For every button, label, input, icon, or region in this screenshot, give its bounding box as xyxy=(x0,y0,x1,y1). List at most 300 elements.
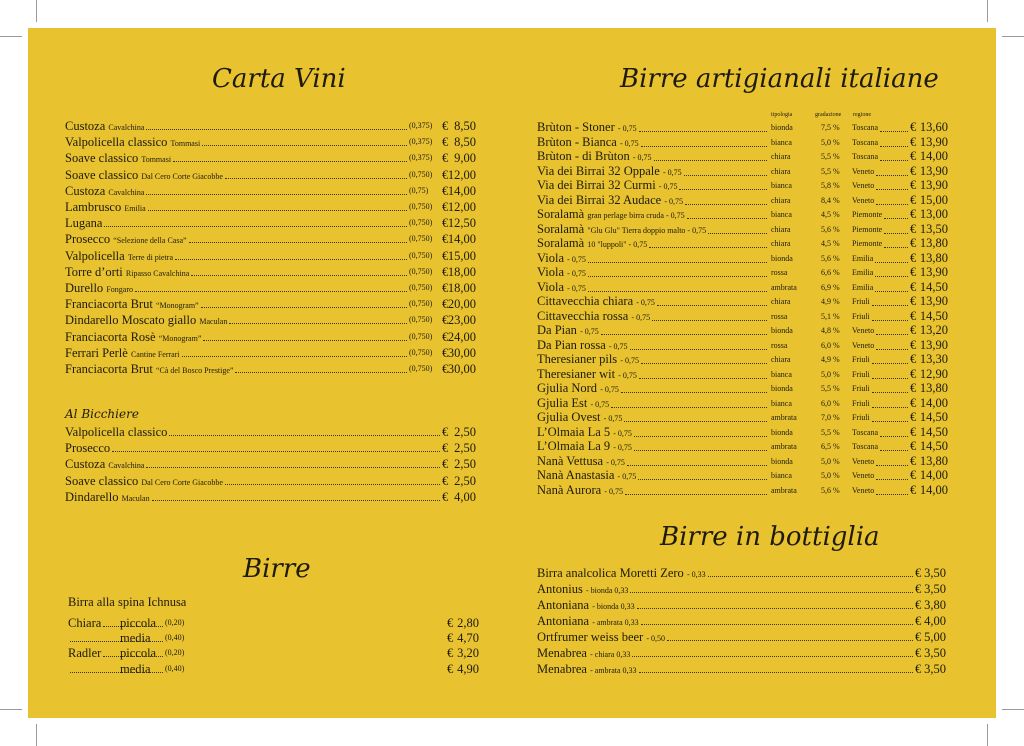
beer-abv: 7,5 % xyxy=(821,123,840,132)
craft-beer-item xyxy=(537,178,949,193)
wine-item xyxy=(65,231,480,247)
craft-beer-item xyxy=(537,294,949,309)
currency-symbol: € xyxy=(910,323,917,337)
item-price: 14,50 xyxy=(919,410,948,424)
beer-type: bianca xyxy=(771,369,792,379)
draft-beer-row xyxy=(68,615,483,631)
craft-beer-item xyxy=(537,338,949,353)
currency-symbol: € xyxy=(442,281,449,295)
leader-dots xyxy=(191,275,407,276)
leader-dots xyxy=(708,576,913,577)
leader-dots xyxy=(225,484,440,485)
item-note: - 0,75 xyxy=(613,443,632,452)
currency-symbol: € xyxy=(442,441,449,456)
item-price: 13,60 xyxy=(919,120,948,134)
item-price: 13,90 xyxy=(919,337,948,352)
beer-abv: 5,5 % xyxy=(821,166,840,176)
item-price: 9,00 xyxy=(454,151,476,166)
draft-beer-size: media xyxy=(120,631,151,646)
item-volume: (0,750) xyxy=(409,169,433,179)
leader-dots xyxy=(880,146,908,147)
item-name-text: Franciacorta Rosè xyxy=(65,329,156,344)
currency-symbol: € xyxy=(447,616,454,630)
item-name-text: Ortfrumer weiss beer xyxy=(537,630,644,644)
leader-dots xyxy=(649,247,767,248)
beer-region: Emilia xyxy=(852,268,874,277)
currency-symbol: € xyxy=(442,489,449,504)
beer-abv: 5,0 % xyxy=(821,456,840,466)
leader-dots xyxy=(641,624,913,625)
leader-dots xyxy=(884,247,908,248)
item-name-text: Birra analcolica Moretti Zero xyxy=(537,566,684,580)
craft-beer-item xyxy=(537,367,949,382)
crop-mark xyxy=(987,0,988,22)
bottled-beer-item xyxy=(537,645,949,661)
leader-dots xyxy=(235,372,407,373)
item-name-text: Via dei Birrai 32 Audace xyxy=(537,192,662,207)
wine-item xyxy=(65,312,480,328)
item-name-text: Antoniana xyxy=(537,598,590,612)
beer-region: Friuli xyxy=(852,355,870,364)
leader-dots xyxy=(70,641,163,642)
leader-dots xyxy=(872,363,908,364)
currency-symbol: € xyxy=(447,661,454,676)
beer-type: chiara xyxy=(771,297,791,306)
craft-beer-item xyxy=(537,149,949,164)
leader-dots xyxy=(652,320,767,321)
leader-dots xyxy=(679,189,767,190)
item-name-text: Soralamà xyxy=(537,207,585,221)
currency-symbol: € xyxy=(442,135,449,150)
wine-item xyxy=(65,248,480,264)
item-name-text: Viola xyxy=(537,279,565,294)
item-price: 2,50 xyxy=(454,441,476,456)
currency-symbol: € xyxy=(910,337,917,352)
item-name xyxy=(65,361,233,379)
item-note: “Selezione della Casa” xyxy=(113,236,187,246)
leader-dots xyxy=(684,175,767,176)
currency-symbol: € xyxy=(910,250,917,265)
beer-type: bionda xyxy=(771,253,793,263)
item-price: 13,90 xyxy=(919,178,948,192)
currency-symbol: € xyxy=(447,631,454,646)
leader-dots xyxy=(880,436,908,437)
currency-symbol: € xyxy=(910,439,917,453)
item-name-text: Ferrari Perlè xyxy=(65,345,128,360)
item-name-text: Prosecco xyxy=(65,441,111,456)
craft-beer-item xyxy=(537,454,949,469)
glass-item xyxy=(65,489,480,505)
item-price: 14,00 xyxy=(919,482,948,497)
leader-dots xyxy=(625,494,767,495)
currency-symbol: € xyxy=(442,151,449,166)
beer-abv: 5,1 % xyxy=(821,311,840,321)
item-price: 2,50 xyxy=(454,425,476,439)
beer-type: bianca xyxy=(771,471,792,480)
crop-mark xyxy=(1002,36,1024,37)
leader-dots xyxy=(627,465,767,466)
craft-beer-item xyxy=(537,309,949,324)
beer-abv: 5,8 % xyxy=(821,181,840,190)
currency-symbol: € xyxy=(915,662,922,676)
craft-beer-title: Birre artigianali italiane xyxy=(620,64,939,94)
craft-beer-item xyxy=(537,265,949,280)
item-price: 3,50 xyxy=(924,646,946,660)
item-price: 18,00 xyxy=(447,264,476,279)
item-name-text: Nanà Anastasia xyxy=(537,468,615,482)
item-note: - 0,75 xyxy=(636,298,655,307)
item-price: 14,50 xyxy=(919,279,948,294)
currency-symbol: € xyxy=(910,308,917,323)
beer-type: chiara xyxy=(771,166,791,176)
beer-region: Toscana xyxy=(852,442,879,451)
item-name-text: Antoniana xyxy=(537,614,590,628)
item-note: - 0,75 xyxy=(606,457,625,467)
currency-symbol: € xyxy=(442,183,449,198)
beer-region: Veneto xyxy=(852,485,875,495)
item-price: 4,00 xyxy=(454,489,476,504)
item-price: 13,80 xyxy=(919,381,948,395)
currency-symbol: € xyxy=(442,119,449,133)
item-note: - 0,75 xyxy=(604,486,624,496)
wine-item xyxy=(65,183,480,199)
beer-type: rossa xyxy=(771,311,788,321)
item-name-text: Via dei Birrai 32 Curmi xyxy=(537,178,656,192)
item-price: 15,00 xyxy=(919,192,948,207)
item-name-text: Custoza xyxy=(65,457,106,472)
beer-region: Veneto xyxy=(852,326,875,335)
leader-dots xyxy=(588,262,767,263)
beer-type: bionda xyxy=(771,384,793,393)
craft-beer-item xyxy=(537,410,949,425)
leader-dots xyxy=(875,262,908,263)
item-name-text: Lambrusco xyxy=(65,200,122,214)
leader-dots xyxy=(667,640,913,641)
item-name xyxy=(537,661,637,679)
leader-dots xyxy=(152,500,440,501)
wine-item xyxy=(65,361,480,377)
leader-dots xyxy=(601,334,767,335)
item-name-text: Dindarello xyxy=(65,489,119,504)
item-name-text: Menabrea xyxy=(537,646,587,660)
item-note: Emilia xyxy=(124,204,146,213)
beer-type: bionda xyxy=(771,326,793,335)
draft-beer-row xyxy=(68,630,483,646)
currency-symbol: € xyxy=(915,630,922,644)
item-price: 3,50 xyxy=(924,662,946,676)
item-price: 13,80 xyxy=(919,453,948,468)
craft-beer-item xyxy=(537,468,949,483)
item-name-text: Lugana xyxy=(65,216,103,231)
crop-mark xyxy=(1002,709,1024,710)
item-name-text: Durello xyxy=(65,281,104,295)
item-price: 14,00 xyxy=(919,468,948,482)
currency-symbol: € xyxy=(910,207,917,221)
item-price: 13,80 xyxy=(919,250,948,265)
beer-abv: 6,9 % xyxy=(821,282,840,292)
crop-mark xyxy=(0,709,22,710)
beer-type: ambrata xyxy=(771,442,797,451)
leader-dots xyxy=(634,436,767,437)
beer-type: ambrata xyxy=(771,282,797,292)
currency-symbol: € xyxy=(442,167,449,182)
beer-abv: 6,0 % xyxy=(821,398,840,408)
currency-symbol: € xyxy=(442,297,449,312)
leader-dots xyxy=(202,145,407,146)
item-note: - 0,75 xyxy=(619,138,639,148)
currency-symbol: € xyxy=(910,366,917,381)
beer-region: Toscana xyxy=(852,137,879,147)
beer-region: Veneto xyxy=(852,456,875,466)
leader-dots xyxy=(685,204,767,205)
leader-dots xyxy=(112,451,440,452)
leader-dots xyxy=(872,392,908,393)
leader-dots xyxy=(641,146,767,147)
item-name-text: Via dei Birrai 32 Oppale xyxy=(537,163,660,178)
leader-dots xyxy=(872,305,908,306)
bottled-beer-item xyxy=(537,565,949,581)
item-note: - ambrata 0,33 xyxy=(590,666,637,675)
item-note: - 0,75 xyxy=(620,356,639,365)
item-note: - 0,75 xyxy=(603,414,623,423)
craft-beer-item xyxy=(537,483,949,498)
leader-dots xyxy=(624,421,767,422)
beer-type: chiara xyxy=(771,224,791,234)
beer-region: Toscana xyxy=(852,427,879,437)
item-price: 20,00 xyxy=(447,297,476,312)
currency-symbol: € xyxy=(910,381,917,395)
leader-dots xyxy=(632,656,913,657)
item-price: 13,50 xyxy=(919,221,948,236)
leader-dots xyxy=(876,175,908,176)
item-volume: (0,750) xyxy=(409,299,433,309)
leader-dots xyxy=(880,131,908,132)
currency-symbol: € xyxy=(915,614,922,628)
item-note: - 0,75 xyxy=(617,472,637,481)
item-note: - 0,75 xyxy=(632,153,652,162)
wine-item xyxy=(65,167,480,183)
item-name-text: L’Olmaia La 5 xyxy=(537,424,611,439)
draft-beer-heading: Birra alla spina Ichnusa xyxy=(68,595,187,609)
item-volume: (0,750) xyxy=(409,315,433,325)
currency-symbol: € xyxy=(442,216,449,231)
currency-symbol: € xyxy=(910,178,917,192)
beer-abv: 6,0 % xyxy=(821,340,840,350)
wine-item xyxy=(65,150,480,166)
leader-dots xyxy=(884,218,908,219)
leader-dots xyxy=(687,218,767,219)
item-price: 12,00 xyxy=(447,200,476,214)
beer-abv: 5,5 % xyxy=(821,427,840,437)
beer-abv: 4,9 % xyxy=(821,297,840,306)
column-header-type: tipologia xyxy=(771,112,793,118)
leader-dots xyxy=(135,291,407,292)
item-volume: (0,375) xyxy=(409,137,433,147)
currency-symbol: € xyxy=(447,646,454,661)
item-price: 14,00 xyxy=(447,232,476,247)
item-volume: (0,75) xyxy=(409,185,429,195)
beer-region: Veneto xyxy=(852,471,875,480)
item-note: “Cà del Bosco Prestige” xyxy=(155,366,234,375)
craft-beer-item xyxy=(537,381,949,396)
beer-abv: 5,6 % xyxy=(821,253,840,263)
leader-dots xyxy=(588,291,767,292)
leader-dots xyxy=(103,626,163,627)
item-price: 2,50 xyxy=(454,457,476,472)
item-volume: (0,750) xyxy=(409,364,433,373)
currency-symbol: € xyxy=(915,566,922,580)
draft-beer-size: media xyxy=(120,661,151,676)
beer-abv: 5,6 % xyxy=(821,485,840,495)
leader-dots xyxy=(876,479,908,480)
item-price: 13,30 xyxy=(919,352,948,366)
item-note: Cantine Ferrari xyxy=(130,349,180,359)
beer-type: bionda xyxy=(771,123,793,132)
by-the-glass-title: Al Bicchiere xyxy=(65,407,139,421)
beer-region: Piemonte xyxy=(852,210,883,219)
item-note: gran perlage birra cruda - 0,75 xyxy=(587,211,685,220)
item-volume: (0,750) xyxy=(409,347,433,357)
craft-beer-item xyxy=(537,164,949,179)
beer-abv: 7,0 % xyxy=(821,413,840,422)
beer-region: Toscana xyxy=(852,123,879,132)
item-name-text: Da Pian xyxy=(537,323,577,337)
leader-dots xyxy=(173,161,407,162)
item-name-text: Soave classico xyxy=(65,167,139,182)
item-price: 30,00 xyxy=(447,345,476,360)
beer-region: Piemonte xyxy=(852,224,883,234)
item-price: 14,00 xyxy=(919,149,948,163)
item-note: Maculan xyxy=(199,317,228,327)
item-price: 23,00 xyxy=(447,313,476,328)
currency-symbol: € xyxy=(915,582,922,596)
bottled-beer-title: Birre in bottiglia xyxy=(660,522,880,552)
item-note: Cavalchina xyxy=(108,461,145,471)
item-name-text: Soave classico xyxy=(65,473,139,488)
item-name-text: L’Olmaia La 9 xyxy=(537,439,611,453)
beer-region: Veneto xyxy=(852,166,875,176)
item-name-text: Franciacorta Brut xyxy=(65,362,153,376)
item-price: 13,90 xyxy=(919,163,948,178)
item-name-text: Viola xyxy=(537,250,565,265)
beer-region: Emilia xyxy=(852,282,874,292)
leader-dots xyxy=(225,178,407,179)
item-note: - 0,75 xyxy=(580,327,599,336)
item-volume: (0,750) xyxy=(409,218,433,228)
item-note: Tommasi xyxy=(141,155,172,165)
currency-symbol: € xyxy=(910,294,917,308)
wine-item xyxy=(65,199,480,215)
beer-region: Friuli xyxy=(852,384,870,393)
item-price: 4,00 xyxy=(924,614,946,628)
item-name-text: Menabrea xyxy=(537,662,587,676)
leader-dots xyxy=(872,421,908,422)
beer-type: bianca xyxy=(771,137,792,147)
leader-dots xyxy=(880,160,908,161)
beer-type: ambrata xyxy=(771,413,797,422)
item-price: 2,80 xyxy=(457,616,479,630)
item-price: 12,50 xyxy=(447,216,476,231)
item-note: - 0,75 xyxy=(658,182,678,191)
leader-dots xyxy=(229,323,407,324)
item-name-text: Valpolicella classico xyxy=(65,425,168,439)
item-name-text: Soralamà xyxy=(537,236,585,250)
item-name-text: Cittavecchia rossa xyxy=(537,308,629,323)
leader-dots xyxy=(639,131,767,132)
currency-symbol: € xyxy=(910,279,917,294)
item-volume: (0,750) xyxy=(409,331,433,341)
leader-dots xyxy=(201,307,407,308)
beer-type: rossa xyxy=(771,268,788,277)
item-name xyxy=(537,483,623,499)
beer-region: Toscana xyxy=(852,152,879,161)
item-note: - 0,75 xyxy=(567,283,586,293)
crop-mark xyxy=(987,724,988,746)
item-note: - chiara 0,33 xyxy=(590,650,631,659)
crop-mark xyxy=(36,0,37,22)
item-name xyxy=(65,489,150,507)
currency-symbol: € xyxy=(442,345,449,360)
item-note: "Glu Glu" Tierra doppio malto - 0,75 xyxy=(587,225,707,235)
currency-symbol: € xyxy=(910,120,917,134)
beer-type: chiara xyxy=(771,355,791,364)
currency-symbol: € xyxy=(442,473,449,488)
item-note: 10 "luppoli" - 0,75 xyxy=(587,240,648,249)
currency-symbol: € xyxy=(910,453,917,468)
item-volume: (0,750) xyxy=(409,266,433,276)
bottled-beer-item xyxy=(537,597,949,613)
item-price: 14,00 xyxy=(447,183,476,198)
currency-symbol: € xyxy=(442,248,449,263)
item-note: - 0,75 xyxy=(662,167,682,177)
wine-item xyxy=(65,118,480,134)
item-price: 3,50 xyxy=(924,566,946,580)
craft-beer-item xyxy=(537,280,949,295)
item-price: 14,00 xyxy=(919,395,948,410)
bottled-beer-item xyxy=(537,613,949,629)
beer-abv: 4,8 % xyxy=(821,326,840,335)
item-note: - 0,75 xyxy=(664,196,684,206)
item-volume: (0,40) xyxy=(165,663,185,673)
item-name-text: Theresianer wit xyxy=(537,366,616,381)
beer-abv: 4,9 % xyxy=(821,355,840,364)
beer-region: Piemonte xyxy=(852,239,883,248)
currency-symbol: € xyxy=(910,410,917,424)
item-name-text: Custoza xyxy=(65,119,106,133)
currency-symbol: € xyxy=(442,362,449,376)
leader-dots xyxy=(876,465,908,466)
item-note: “Monogram” xyxy=(158,333,202,343)
item-note: Maculan xyxy=(121,493,150,503)
item-name-text: Valpolicella classico xyxy=(65,135,168,150)
item-price: 14,50 xyxy=(919,308,948,323)
beer-abv: 5,0 % xyxy=(821,137,840,147)
currency-symbol: € xyxy=(442,200,449,214)
craft-beer-item xyxy=(537,396,949,411)
glass-item xyxy=(65,440,480,456)
currency-symbol: € xyxy=(915,646,922,660)
item-price: 14,50 xyxy=(919,424,948,439)
item-note: - bionda 0,33 xyxy=(585,586,629,595)
item-name-text: Gjulia Nord xyxy=(537,381,598,395)
leader-dots xyxy=(876,189,908,190)
column-header-region: regione xyxy=(853,112,871,118)
leader-dots xyxy=(657,305,767,306)
leader-dots xyxy=(876,334,908,335)
draft-beer-type: Radler xyxy=(68,646,102,661)
draft-beer-size: piccola xyxy=(120,646,157,661)
beer-abv: 6,5 % xyxy=(821,442,840,451)
